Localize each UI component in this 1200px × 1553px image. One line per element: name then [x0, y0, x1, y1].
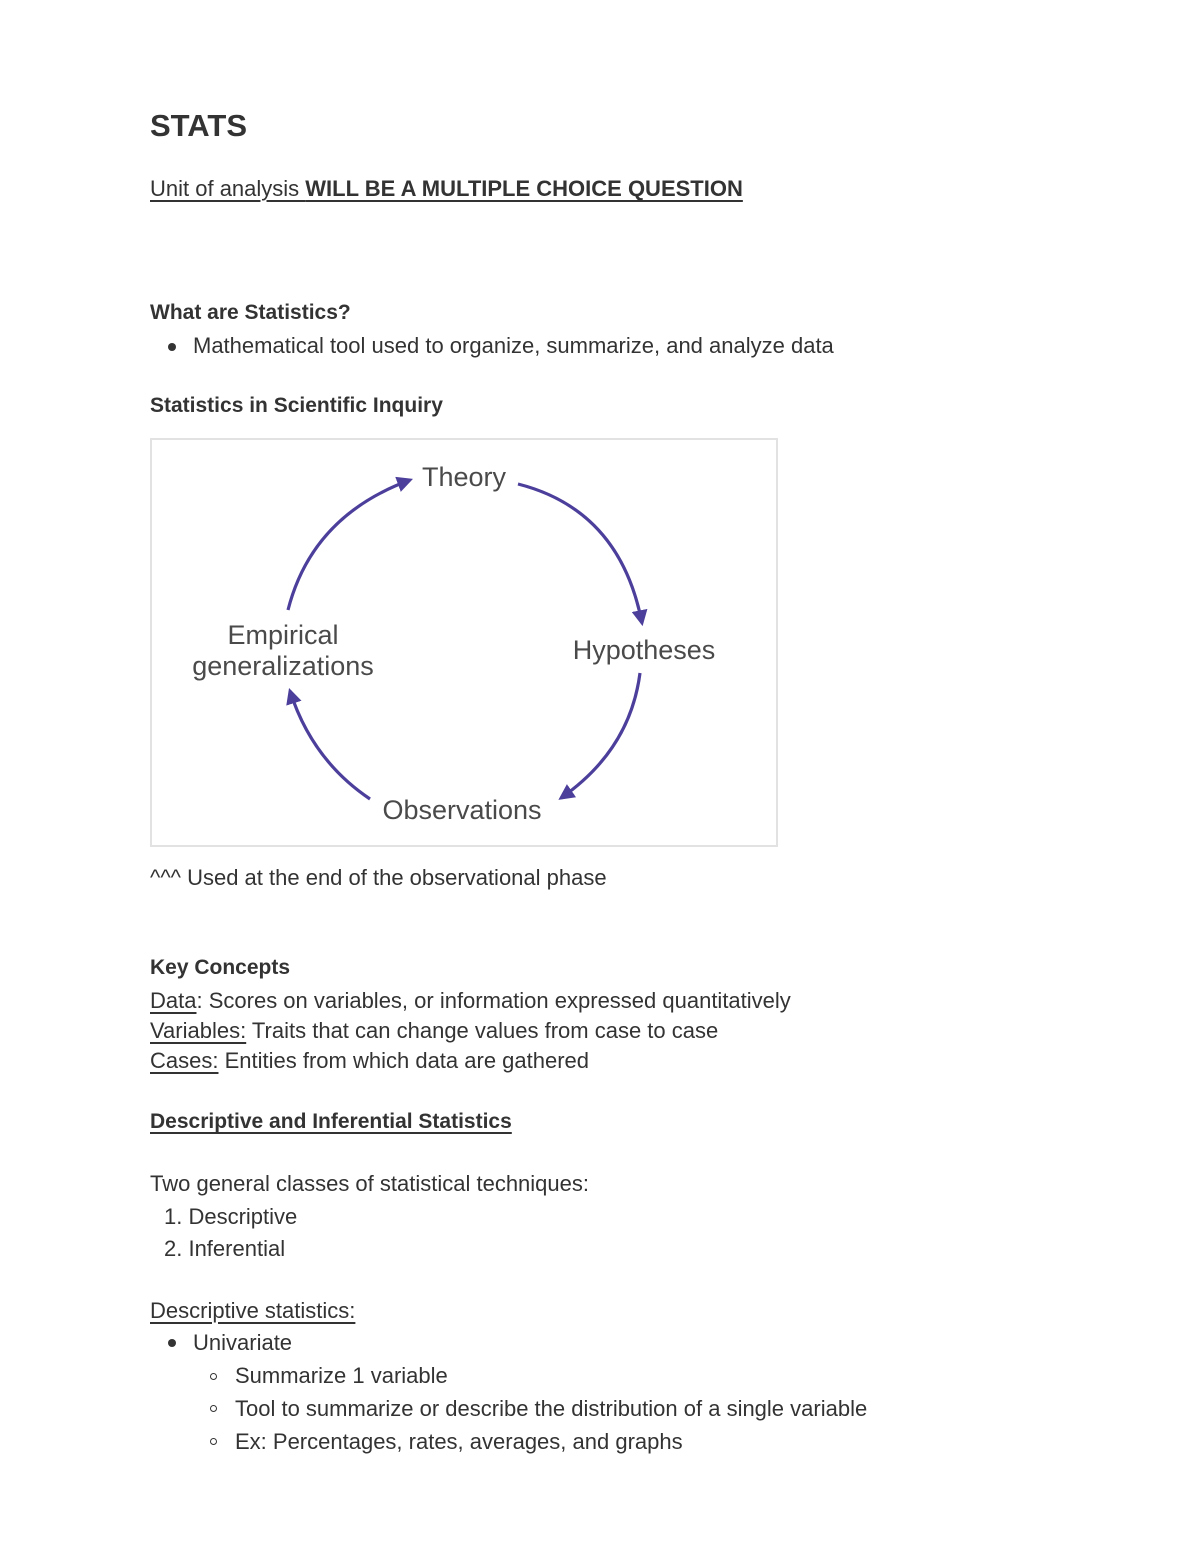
list-item-inferential: 2. Inferential — [164, 1236, 286, 1261]
scientific-inquiry-heading: Statistics in Scientific Inquiry — [150, 394, 443, 417]
descriptive-statistics-heading: Descriptive statistics: — [150, 1298, 356, 1323]
descriptive-inferential-heading: Descriptive and Inferential Statistics — [150, 1110, 512, 1133]
arrow-observations-to-empirical — [290, 691, 370, 799]
scientific-inquiry-diagram — [150, 438, 778, 847]
arrow-hypotheses-to-observations — [561, 673, 640, 798]
concept-definition: Entities from which data are gathered — [224, 1048, 590, 1073]
node-empirical-line1: Empirical — [227, 620, 339, 650]
node-theory: Theory — [421, 462, 507, 492]
sub-bullet-circle-icon — [210, 1438, 217, 1445]
concept-variables — [150, 1018, 718, 1044]
bullet-dot-icon — [168, 1339, 176, 1347]
diagram-caption: ^^^ Used at the end of the observational phase — [150, 865, 607, 890]
bullet-dot-icon — [168, 343, 176, 351]
node-observations: Observations — [382, 795, 542, 825]
what-are-statistics-heading: What are Statistics? — [150, 301, 351, 324]
sub-item-examples: Ex: Percentages, rates, averages, and graphs — [235, 1429, 683, 1454]
statistics-definition: Mathematical tool used to organize, summarize, and analyze data — [193, 333, 834, 358]
concept-definition: Traits that can change values from case to case — [251, 1018, 719, 1043]
sub-bullet-circle-icon — [210, 1373, 217, 1380]
concept-term: Cases: — [150, 1048, 219, 1073]
classes-intro: Two general classes of statistical techniques: — [150, 1171, 590, 1196]
concept-term: Data — [150, 988, 197, 1013]
node-empirical-line2: generalizations — [192, 651, 374, 681]
unit-of-analysis-line — [150, 176, 743, 202]
unit-of-analysis-label: Unit of analysis — [150, 176, 306, 201]
sub-bullet-circle-icon — [210, 1405, 217, 1412]
key-concepts-heading: Key Concepts — [150, 956, 291, 979]
concept-cases — [150, 1048, 589, 1074]
concept-definition: Scores on variables, or information expressed quantitatively — [208, 988, 791, 1013]
concept-term: Variables: — [150, 1018, 247, 1043]
multiple-choice-note: WILL BE A MULTIPLE CHOICE QUESTION — [305, 176, 743, 201]
list-item-descriptive: 1. Descriptive — [164, 1204, 298, 1229]
sub-item-tool: Tool to summarize or describe the distribution of a single variable — [235, 1396, 868, 1421]
concept-separator: : — [196, 988, 209, 1013]
univariate-item: Univariate — [193, 1330, 293, 1355]
node-hypotheses: Hypotheses — [572, 635, 716, 665]
wheel-of-science-svg — [152, 440, 776, 845]
arrow-empirical-to-theory — [288, 480, 410, 610]
concept-data — [150, 988, 791, 1014]
arrow-theory-to-hypotheses — [518, 484, 642, 623]
page-title: STATS — [150, 108, 248, 143]
sub-item-summarize: Summarize 1 variable — [235, 1363, 448, 1388]
